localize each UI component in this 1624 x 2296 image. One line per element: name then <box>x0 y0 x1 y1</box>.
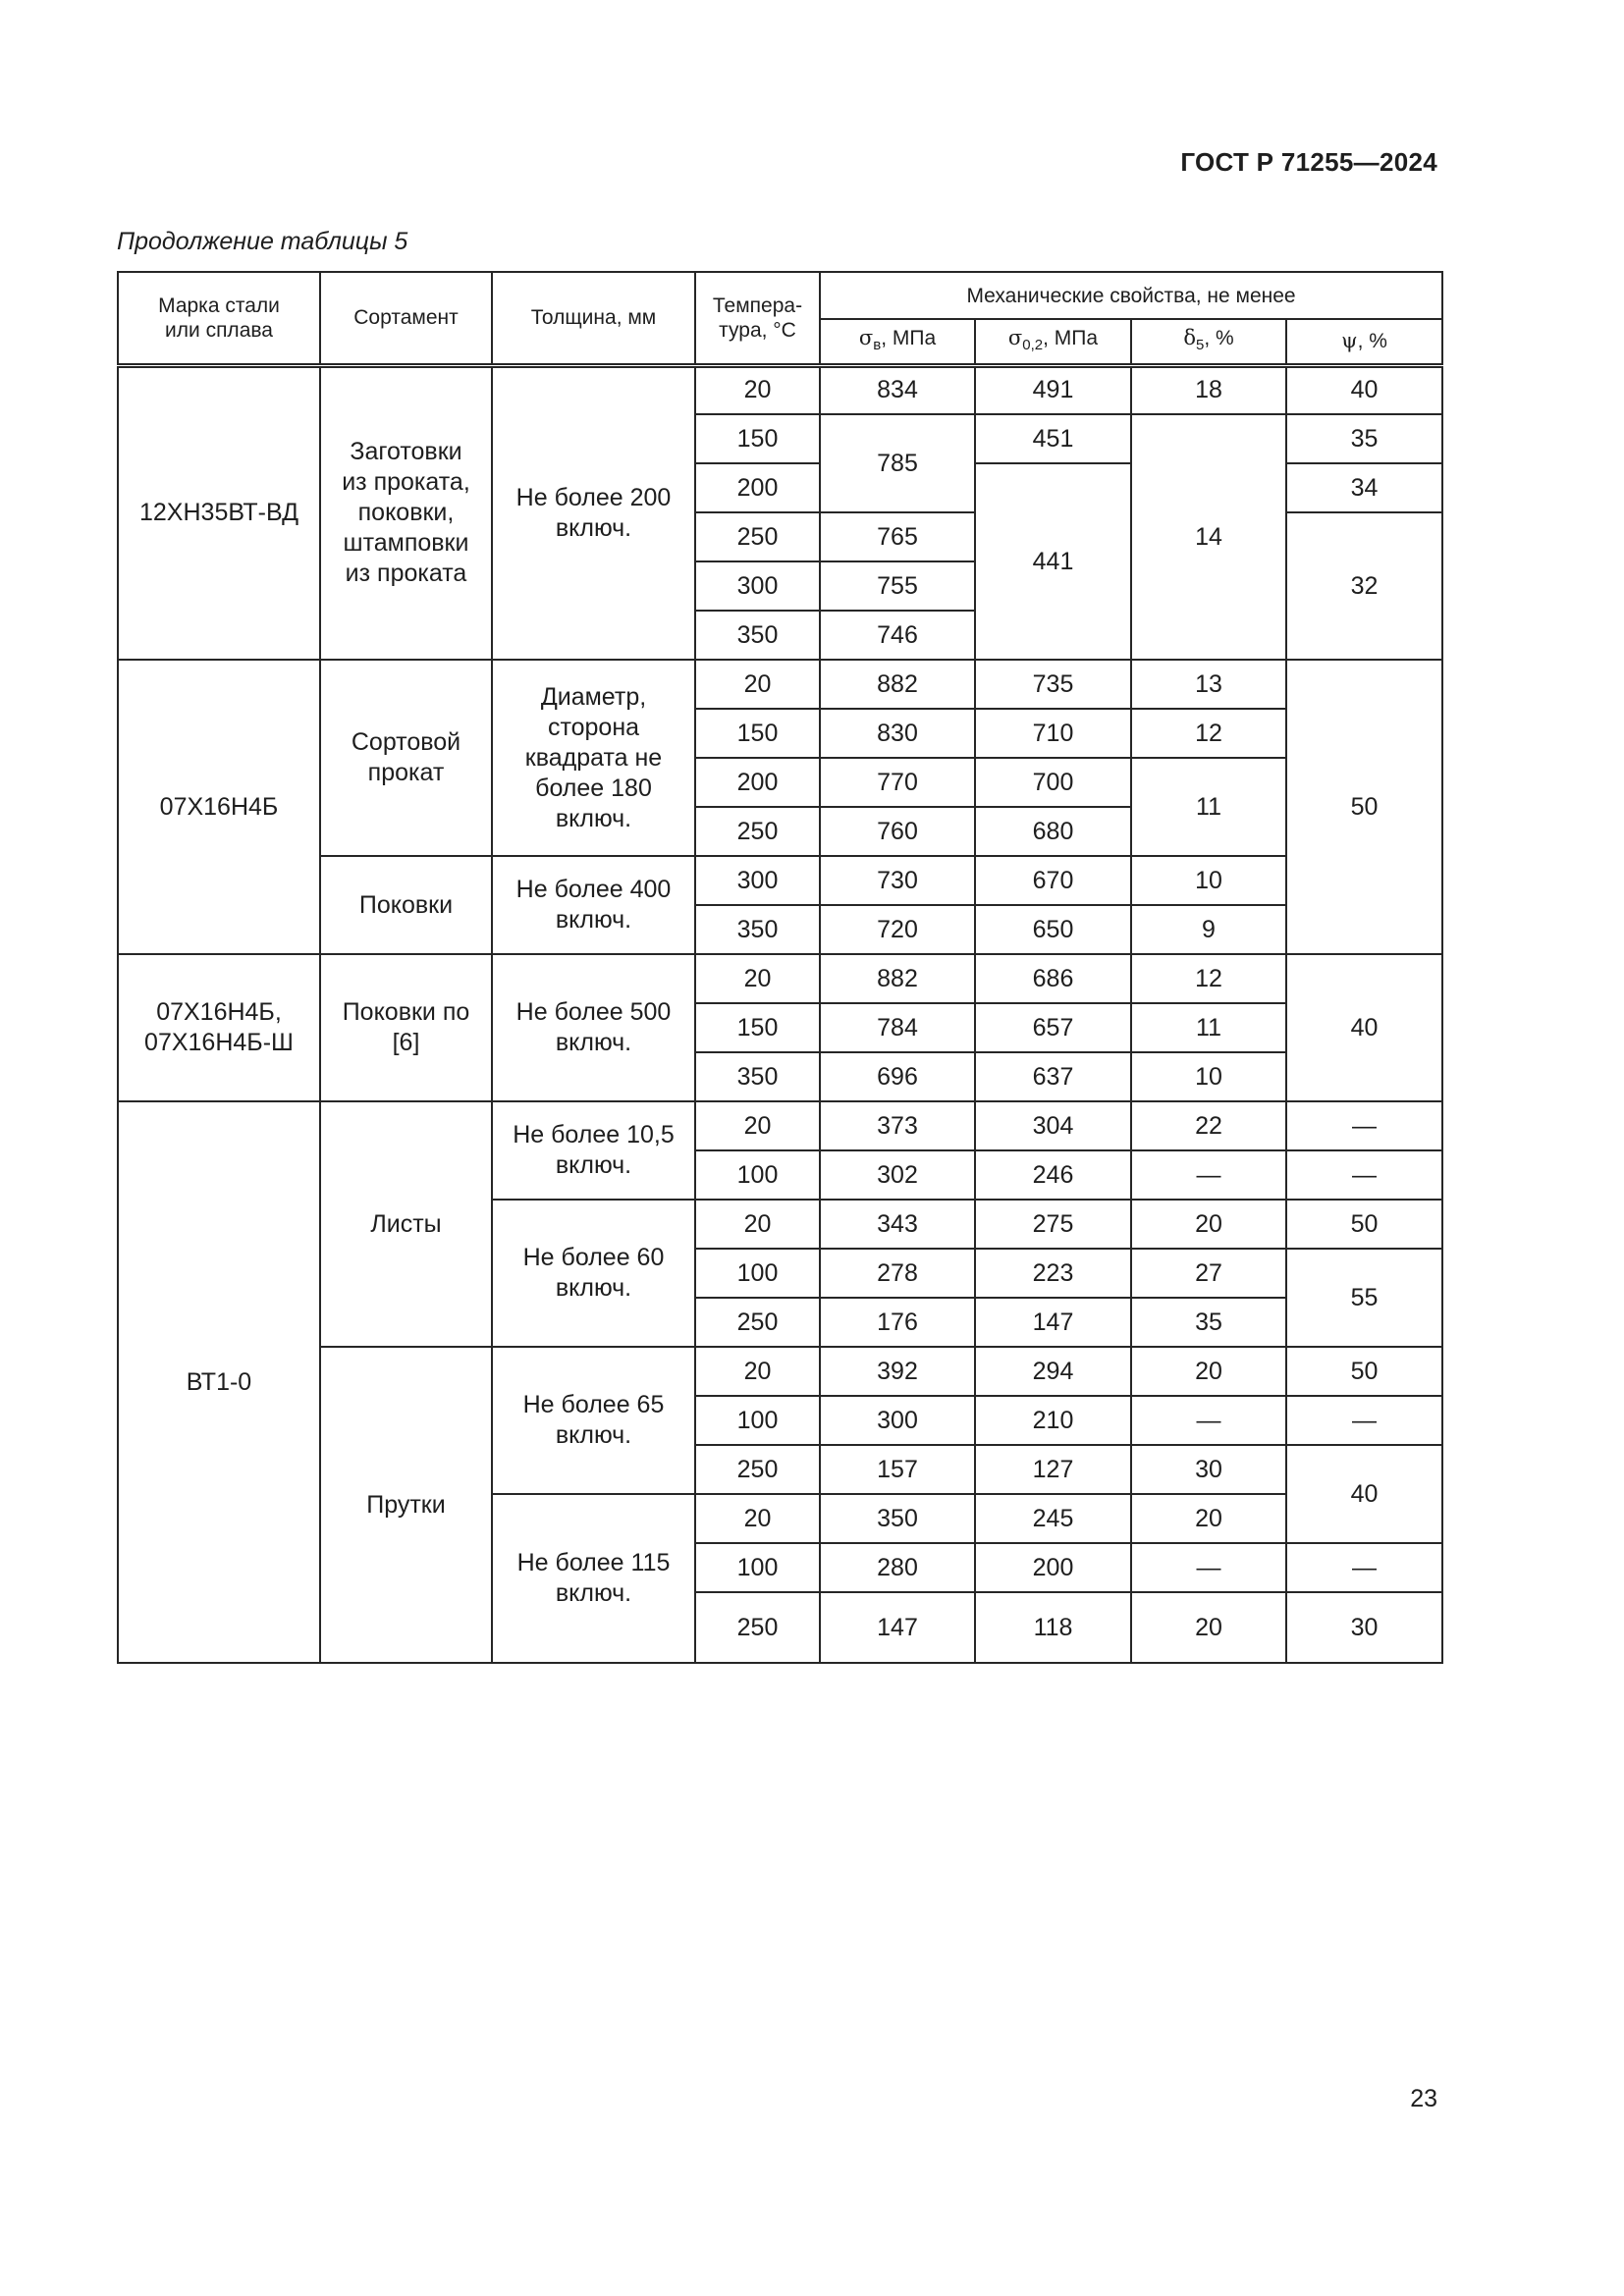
cell-temperature: 20 <box>695 365 820 414</box>
cell-psi: 40 <box>1286 954 1442 1101</box>
cell-sigma-02: 245 <box>975 1494 1131 1543</box>
cell-delta-5: 10 <box>1131 856 1286 905</box>
cell-sigma-02: 710 <box>975 709 1131 758</box>
delta-subscript: 5 <box>1195 336 1205 353</box>
cell-sigma-b: 696 <box>820 1052 975 1101</box>
cell-psi: 55 <box>1286 1249 1442 1347</box>
cell-psi: — <box>1286 1101 1442 1150</box>
cell-sigma-b: 176 <box>820 1298 975 1347</box>
cell-delta-5: 27 <box>1131 1249 1286 1298</box>
cell-assortment: Сортовой прокат <box>320 660 492 856</box>
sigma-symbol: σ <box>1007 325 1023 349</box>
cell-sigma-02: 451 <box>975 414 1131 463</box>
cell-sigma-02: 680 <box>975 807 1131 856</box>
header-assortment: Сортамент <box>320 272 492 365</box>
cell-delta-5: 20 <box>1131 1347 1286 1396</box>
cell-temperature: 100 <box>695 1150 820 1200</box>
cell-delta-5: 13 <box>1131 660 1286 709</box>
cell-grade: ВТ1-0 <box>118 1101 320 1663</box>
cell-thickness: Диаметр, сторона квадрата не более 180 включ. <box>492 660 695 856</box>
cell-sigma-02: 275 <box>975 1200 1131 1249</box>
header-sigma-b <box>820 319 975 365</box>
cell-delta-5: 35 <box>1131 1298 1286 1347</box>
cell-sigma-02: 735 <box>975 660 1131 709</box>
cell-sigma-02: 686 <box>975 954 1131 1003</box>
cell-temperature: 250 <box>695 512 820 561</box>
cell-psi: 32 <box>1286 512 1442 660</box>
cell-sigma-02: 491 <box>975 365 1131 414</box>
cell-sigma-02: 670 <box>975 856 1131 905</box>
cell-grade: 07Х16Н4Б, 07Х16Н4Б-Ш <box>118 954 320 1101</box>
cell-temperature: 100 <box>695 1249 820 1298</box>
cell-delta-5: 11 <box>1131 758 1286 856</box>
cell-sigma-02: 637 <box>975 1052 1131 1101</box>
cell-delta-5: 22 <box>1131 1101 1286 1150</box>
cell-delta-5: 18 <box>1131 365 1286 414</box>
cell-temperature: 20 <box>695 1347 820 1396</box>
cell-sigma-02: 650 <box>975 905 1131 954</box>
cell-delta-5: 20 <box>1131 1592 1286 1663</box>
cell-temperature: 150 <box>695 709 820 758</box>
cell-thickness: Не более 60 включ. <box>492 1200 695 1347</box>
cell-assortment: Листы <box>320 1101 492 1347</box>
cell-sigma-b: 730 <box>820 856 975 905</box>
cell-sigma-02: 657 <box>975 1003 1131 1052</box>
cell-sigma-b: 784 <box>820 1003 975 1052</box>
sigma-symbol: σ <box>858 325 874 349</box>
cell-temperature: 20 <box>695 1494 820 1543</box>
sigma-b-subscript: в <box>873 336 882 353</box>
cell-sigma-b: 343 <box>820 1200 975 1249</box>
cell-assortment: Поковки по [6] <box>320 954 492 1101</box>
cell-assortment: Прутки <box>320 1347 492 1663</box>
cell-delta-5: — <box>1131 1543 1286 1592</box>
page-number: 23 <box>1410 2085 1437 2112</box>
cell-psi: 30 <box>1286 1592 1442 1663</box>
cell-sigma-02: 700 <box>975 758 1131 807</box>
cell-delta-5: 12 <box>1131 954 1286 1003</box>
cell-psi: 40 <box>1286 1445 1442 1543</box>
cell-delta-5: 9 <box>1131 905 1286 954</box>
cell-psi: 35 <box>1286 414 1442 463</box>
header-grade: Марка стали или сплава <box>118 272 320 365</box>
cell-thickness: Не более 65 включ. <box>492 1347 695 1494</box>
cell-temperature: 200 <box>695 463 820 512</box>
cell-temperature: 350 <box>695 905 820 954</box>
cell-temperature: 150 <box>695 414 820 463</box>
cell-temperature: 20 <box>695 954 820 1003</box>
cell-temperature: 100 <box>695 1543 820 1592</box>
cell-psi: 50 <box>1286 1347 1442 1396</box>
header-psi <box>1286 319 1442 365</box>
cell-grade: 07Х16Н4Б <box>118 660 320 954</box>
cell-sigma-02: 441 <box>975 463 1131 660</box>
cell-psi: 40 <box>1286 365 1442 414</box>
cell-sigma-b: 300 <box>820 1396 975 1445</box>
document-code: ГОСТ Р 71255—2024 <box>1180 147 1437 177</box>
cell-sigma-b: 770 <box>820 758 975 807</box>
cell-sigma-02: 304 <box>975 1101 1131 1150</box>
table-row <box>118 1101 1442 1150</box>
cell-delta-5: — <box>1131 1396 1286 1445</box>
cell-sigma-02: 223 <box>975 1249 1131 1298</box>
cell-delta-5: 12 <box>1131 709 1286 758</box>
delta-unit: , % <box>1204 326 1234 349</box>
cell-sigma-02: 118 <box>975 1592 1131 1663</box>
cell-psi: — <box>1286 1150 1442 1200</box>
cell-sigma-b: 882 <box>820 660 975 709</box>
cell-temperature: 200 <box>695 758 820 807</box>
cell-assortment: Заготовки из проката, поковки, штамповки из проката <box>320 365 492 660</box>
cell-delta-5: 10 <box>1131 1052 1286 1101</box>
cell-sigma-02: 246 <box>975 1150 1131 1200</box>
psi-unit: , % <box>1357 330 1387 353</box>
table-row <box>118 660 1442 709</box>
cell-sigma-b: 720 <box>820 905 975 954</box>
cell-delta-5: 20 <box>1131 1494 1286 1543</box>
cell-sigma-b: 755 <box>820 561 975 611</box>
cell-temperature: 350 <box>695 611 820 660</box>
cell-sigma-b: 392 <box>820 1347 975 1396</box>
cell-psi: — <box>1286 1543 1442 1592</box>
cell-psi: 50 <box>1286 1200 1442 1249</box>
cell-delta-5: 30 <box>1131 1445 1286 1494</box>
cell-temperature: 150 <box>695 1003 820 1052</box>
cell-sigma-02: 294 <box>975 1347 1131 1396</box>
cell-temperature: 100 <box>695 1396 820 1445</box>
cell-temperature: 350 <box>695 1052 820 1101</box>
cell-sigma-b: 147 <box>820 1592 975 1663</box>
cell-sigma-b: 760 <box>820 807 975 856</box>
cell-psi: 34 <box>1286 463 1442 512</box>
cell-delta-5: — <box>1131 1150 1286 1200</box>
delta-symbol: δ <box>1183 325 1196 349</box>
cell-thickness: Не более 400 включ. <box>492 856 695 954</box>
header-delta-5 <box>1131 319 1286 365</box>
cell-sigma-b: 157 <box>820 1445 975 1494</box>
table-caption: Продолжение таблицы 5 <box>117 228 408 255</box>
cell-temperature: 300 <box>695 561 820 611</box>
cell-sigma-02: 210 <box>975 1396 1131 1445</box>
sigma-02-subscript: 0,2 <box>1022 336 1044 353</box>
cell-sigma-b: 785 <box>820 414 975 512</box>
sigma-b-unit: , МПа <box>881 326 937 349</box>
cell-sigma-b: 278 <box>820 1249 975 1298</box>
mechanical-properties-table <box>117 271 1443 1664</box>
cell-temperature: 250 <box>695 1445 820 1494</box>
cell-thickness: Не более 500 включ. <box>492 954 695 1101</box>
cell-sigma-b: 280 <box>820 1543 975 1592</box>
table-row <box>118 954 1442 1003</box>
cell-grade: 12ХН35ВТ-ВД <box>118 365 320 660</box>
cell-thickness: Не более 200 включ. <box>492 365 695 660</box>
cell-thickness: Не более 115 включ. <box>492 1494 695 1663</box>
cell-sigma-b: 882 <box>820 954 975 1003</box>
cell-sigma-b: 746 <box>820 611 975 660</box>
cell-temperature: 250 <box>695 1592 820 1663</box>
header-thickness: Толщина, мм <box>492 272 695 365</box>
cell-sigma-02: 147 <box>975 1298 1131 1347</box>
cell-temperature: 250 <box>695 1298 820 1347</box>
cell-sigma-02: 127 <box>975 1445 1131 1494</box>
header-temperature: Темпера- тура, °С <box>695 272 820 365</box>
cell-temperature: 20 <box>695 1200 820 1249</box>
cell-assortment: Поковки <box>320 856 492 954</box>
table-row <box>118 365 1442 414</box>
cell-delta-5: 11 <box>1131 1003 1286 1052</box>
cell-sigma-b: 373 <box>820 1101 975 1150</box>
psi-symbol: ψ <box>1341 329 1358 353</box>
cell-sigma-b: 302 <box>820 1150 975 1200</box>
cell-temperature: 250 <box>695 807 820 856</box>
cell-temperature: 20 <box>695 1101 820 1150</box>
cell-sigma-b: 765 <box>820 512 975 561</box>
header-sigma-02 <box>975 319 1131 365</box>
cell-sigma-b: 830 <box>820 709 975 758</box>
cell-sigma-02: 200 <box>975 1543 1131 1592</box>
cell-psi: 50 <box>1286 660 1442 954</box>
cell-sigma-b: 834 <box>820 365 975 414</box>
cell-thickness: Не более 10,5 включ. <box>492 1101 695 1200</box>
cell-sigma-b: 350 <box>820 1494 975 1543</box>
header-mechanical-properties: Механические свойства, не менее <box>820 272 1442 319</box>
cell-temperature: 300 <box>695 856 820 905</box>
cell-delta-5: 14 <box>1131 414 1286 660</box>
cell-temperature: 20 <box>695 660 820 709</box>
cell-delta-5: 20 <box>1131 1200 1286 1249</box>
cell-psi: — <box>1286 1396 1442 1445</box>
sigma-02-unit: , МПа <box>1043 326 1099 349</box>
